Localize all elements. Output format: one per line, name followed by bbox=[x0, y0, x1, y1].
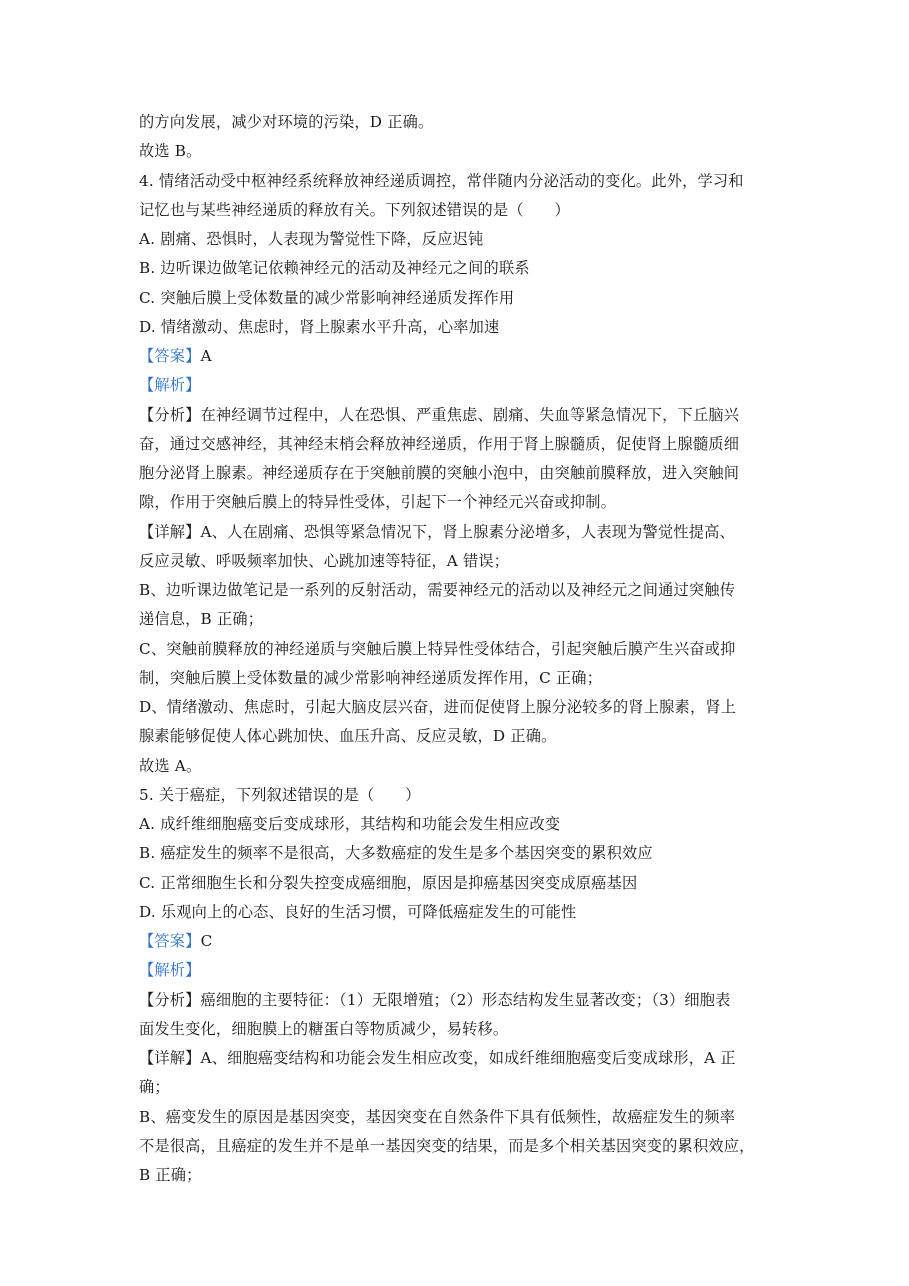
tag-right-bracket: 】 bbox=[185, 376, 201, 395]
text-line: C. 突触后膜上受体数量的减少常影响神经递质发挥作用 bbox=[139, 288, 515, 307]
document-page bbox=[139, 108, 775, 1190]
text-line: 递信息，B 正确； bbox=[139, 610, 264, 629]
tag-right-bracket: 】 bbox=[185, 347, 201, 365]
text-line: B. 边听课边做笔记依赖神经元的活动及神经元之间的联系 bbox=[139, 259, 530, 278]
tag-left-bracket: 【 bbox=[139, 961, 155, 980]
text-line: 面发生变化，细胞膜上的糖蛋白等物质减少，易转移。 bbox=[139, 1019, 509, 1038]
text-line: 记忆也与某些神经递质的释放有关。下列叙述错误的是（ ） bbox=[139, 200, 570, 219]
text-line: 故选 B。 bbox=[139, 142, 202, 161]
tag-value: A bbox=[200, 347, 212, 365]
text-line: B、边听课边做笔记是一系列的反射活动，需要神经元的活动以及神经元之间通过突触传 bbox=[139, 581, 736, 599]
text-line: 【分析】癌细胞的主要特征：（1）无限增殖；（2）形态结构发生显著改变；（3）细胞表 bbox=[139, 990, 731, 1009]
text-line: 【详解】A、细胞癌变结构和功能会发生相应改变，如成纤维细胞癌变后变成球形，A 正 bbox=[139, 1049, 736, 1067]
section-tag: 解析 bbox=[154, 376, 186, 395]
tag-left-bracket: 【 bbox=[139, 347, 155, 365]
section-tag: 解析 bbox=[154, 961, 186, 980]
tag-right-bracket: 】 bbox=[185, 961, 201, 980]
section-tag-line bbox=[139, 371, 775, 400]
section-tag-line bbox=[139, 342, 775, 371]
text-line: B、癌变发生的原因是基因突变，基因突变在自然条件下具有低频性，故癌症发生的频率 bbox=[139, 1107, 736, 1126]
text-line: D. 乐观向上的心态、良好的生活习惯，可降低癌症发生的可能性 bbox=[139, 902, 577, 921]
tag-left-bracket: 【 bbox=[139, 376, 155, 395]
text-line: D. 情绪激动、焦虑时，肾上腺素水平升高，心率加速 bbox=[139, 317, 500, 336]
text-line: B 正确； bbox=[139, 1166, 202, 1184]
text-line: 不是很高，且癌症的发生并不是单一基因突变的结果，而是多个相关基因突变的累积效应， bbox=[139, 1136, 755, 1155]
text-line: 反应灵敏、呼吸频率加快、心跳加速等特征，A 错误； bbox=[139, 551, 510, 570]
section-tag: 答案 bbox=[154, 932, 186, 950]
text-line: B. 癌症发生的频率不是很高，大多数癌症的发生是多个基因突变的累积效应 bbox=[139, 844, 653, 863]
section-tag-line bbox=[139, 927, 775, 956]
text-line: 【详解】A、人在剧痛、恐惧等紧急情况下，肾上腺素分泌增多，人表现为警觉性提高、 bbox=[139, 522, 735, 541]
text-line: 胞分泌肾上腺素。神经递质存在于突触前膜的突触小泡中，由突触前膜释放，进入突触间 bbox=[139, 464, 740, 482]
text-line: C、突触前膜释放的神经递质与突触后膜上特异性受体结合，引起突触后膜产生兴奋或抑 bbox=[139, 639, 736, 658]
text-line: 制，突触后膜上受体数量的减少常影响神经递质发挥作用，C 正确； bbox=[139, 668, 603, 687]
text-line: C. 正常细胞生长和分裂失控变成癌细胞，原因是抑癌基因突变成原癌基因 bbox=[139, 873, 638, 892]
tag-value: C bbox=[200, 932, 213, 950]
tag-right-bracket: 】 bbox=[185, 932, 201, 950]
text-line: 腺素能够促使人体心跳加快、血压升高、反应灵敏，D 正确。 bbox=[139, 727, 557, 746]
text-line: 的方向发展，减少对环境的污染，D 正确。 bbox=[139, 113, 434, 131]
text-line: A. 剧痛、恐惧时，人表现为警觉性下降，反应迟钝 bbox=[139, 230, 484, 248]
tag-left-bracket: 【 bbox=[139, 932, 155, 950]
section-tag-line bbox=[139, 956, 775, 985]
section-tag: 答案 bbox=[154, 347, 186, 365]
text-line: 奋，通过交感神经，其神经末梢会释放神经递质，作用于肾上腺髓质，促使肾上腺髓质细 bbox=[139, 434, 740, 453]
text-line: 4. 情绪活动受中枢神经系统释放神经递质调控，常伴随内分泌活动的变化。此外，学习和 bbox=[139, 171, 744, 190]
text-line: A. 成纤维细胞癌变后变成球形，其结构和功能会发生相应改变 bbox=[139, 815, 561, 833]
text-line: 【分析】在神经调节过程中，人在恐惧、严重焦虑、剧痛、失血等紧急情况下，下丘脑兴 bbox=[139, 405, 740, 424]
text-line: 隙，作用于突触后膜上的特异性受体，引起下一个神经元兴奋或抑制。 bbox=[139, 493, 617, 512]
text-line: 故选 A。 bbox=[139, 756, 202, 775]
text-line: 5. 关于癌症，下列叙述错误的是（ ） bbox=[139, 785, 421, 804]
text-line: 确； bbox=[139, 1078, 170, 1097]
text-line: D、情绪激动、焦虑时，引起大脑皮层兴奋，进而促使肾上腺分泌较多的肾上腺素，肾上 bbox=[139, 698, 737, 716]
